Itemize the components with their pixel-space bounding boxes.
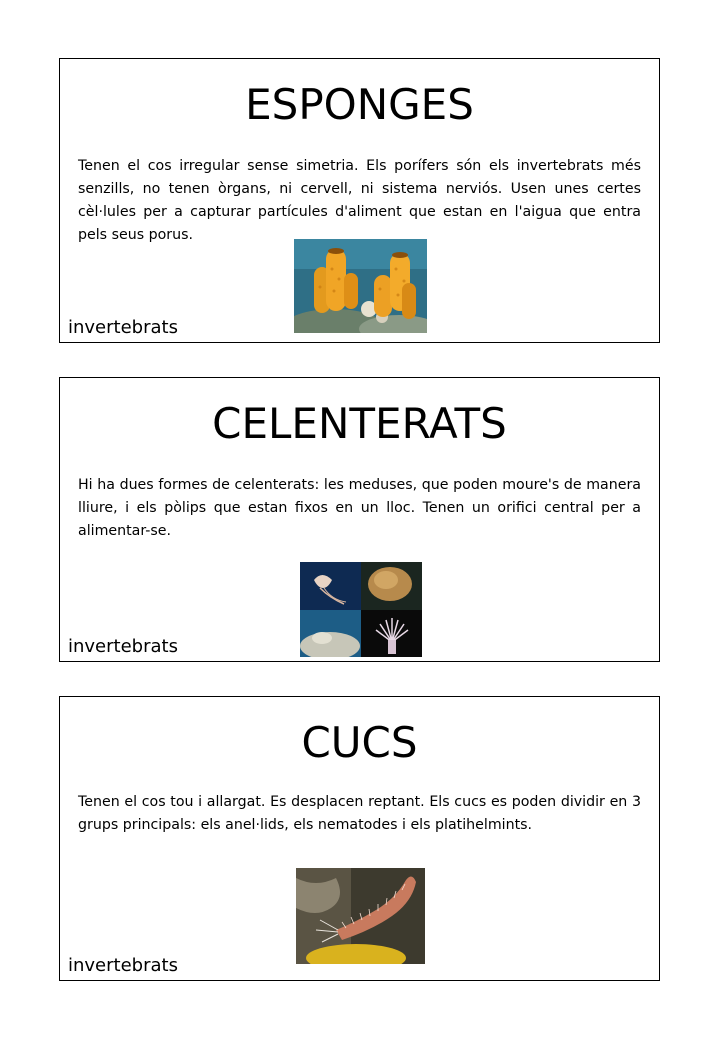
card-description: Hi ha dues formes de celenterats: les meduses, que poden moure's de manera lliure, i els pòlips que estan fixos en un lloc. Tenen un orifici central per a alimentar-se.	[78, 477, 641, 539]
card-cucs	[59, 696, 660, 981]
category-tag: invertebrats	[68, 955, 178, 976]
card-description: Tenen el cos tou i allargat. Es desplacen reptant. Els cucs es poden dividir en 3 grups principals: els anel·lids, els nematodes i els platihelmints.	[78, 794, 641, 833]
card-esponges	[59, 58, 660, 343]
card-title: ESPONGES	[245, 80, 474, 129]
card-title: CUCS	[301, 718, 418, 767]
category-tag: invertebrats	[68, 317, 178, 338]
sea-worm-photo	[296, 868, 425, 964]
cnidarian-collage-photo	[300, 562, 422, 657]
card-celenterats	[59, 377, 660, 662]
sea-sponge-photo	[294, 239, 427, 333]
category-tag: invertebrats	[68, 636, 178, 657]
card-description: Tenen el cos irregular sense simetria. Els porífers són els invertebrats més senzills, no tenen òrgans, ni cervell, ni sistema nerviós. Usen unes certes cèl·lules per a capturar partícules d'aliment que estan en l'aigua que entra pels seus porus.	[78, 158, 641, 243]
card-title: CELENTERATS	[212, 399, 507, 448]
